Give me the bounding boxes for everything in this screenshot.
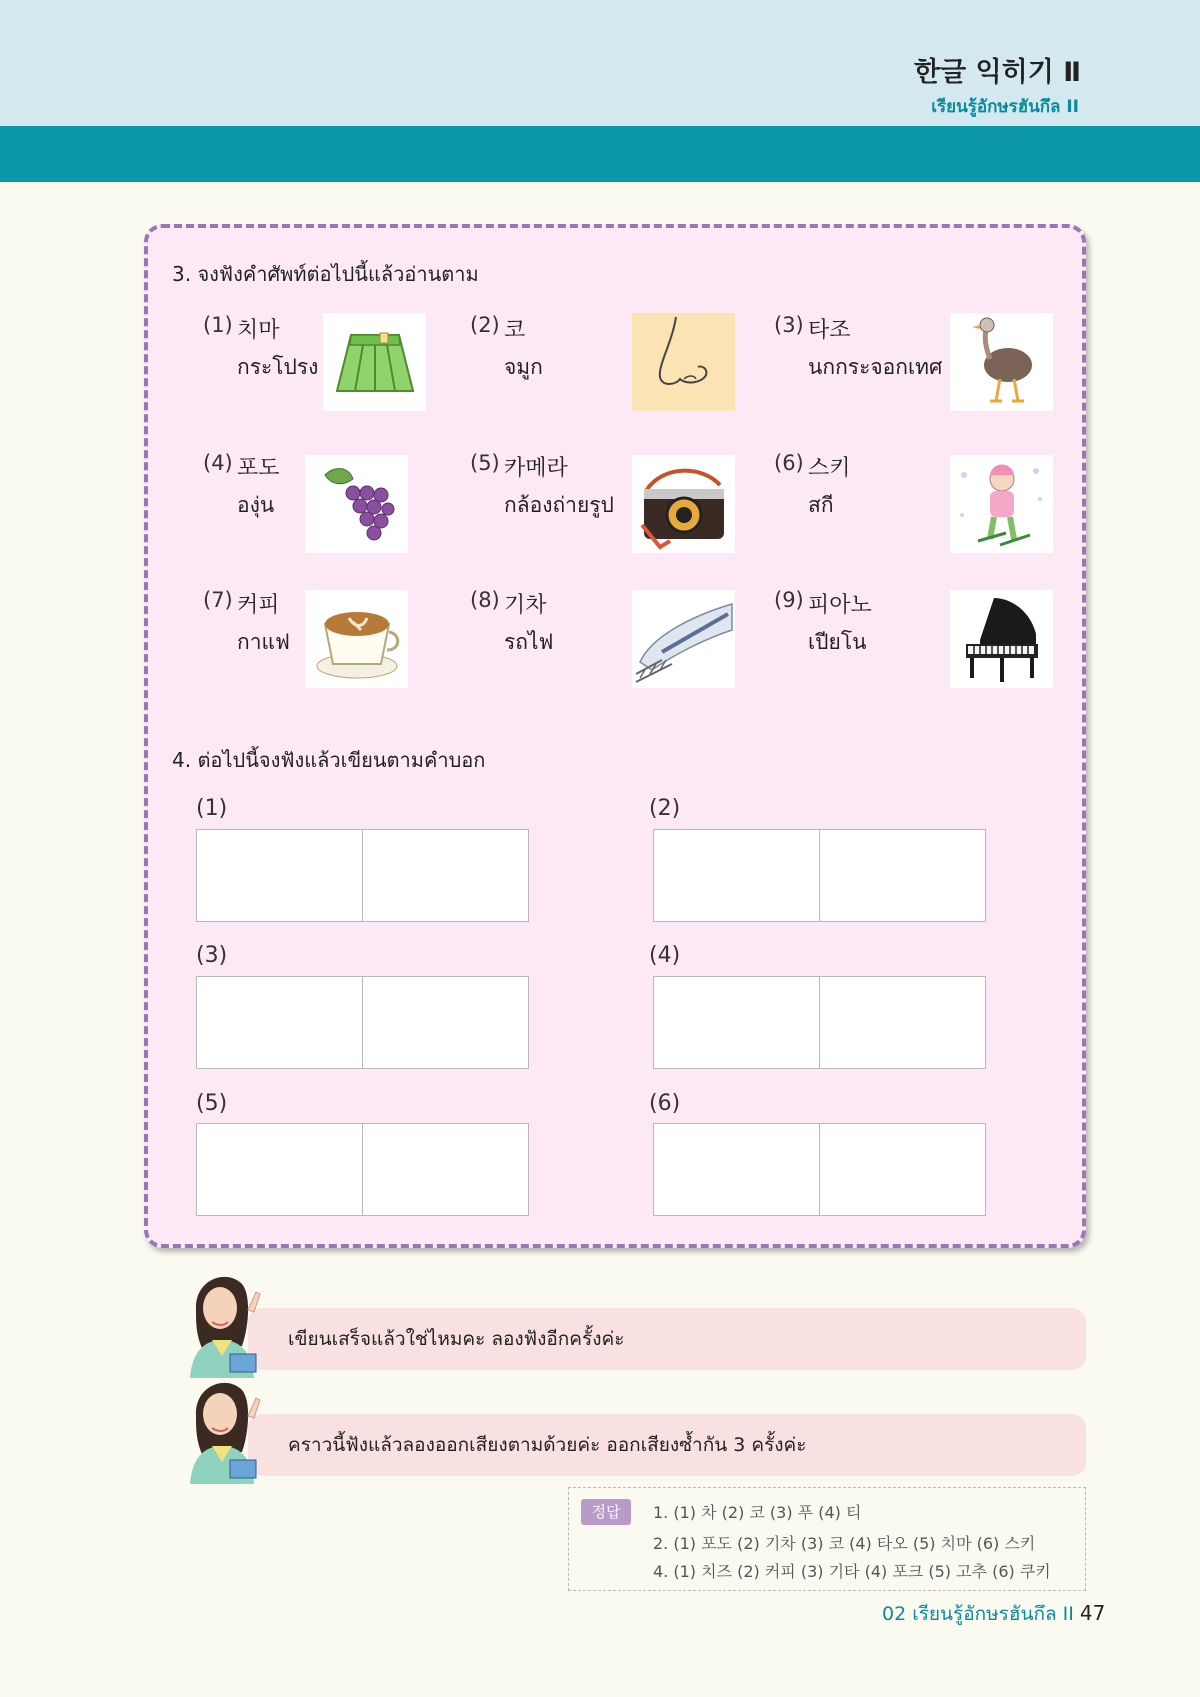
answer-line: 1. (1) 차 (2) 코 (3) 푸 (4) 티: [653, 1503, 862, 1522]
tip-bubble-2: [248, 1414, 1086, 1476]
syllable-cell[interactable]: [819, 830, 985, 921]
dictation-box-4[interactable]: [653, 976, 986, 1069]
tip-bubble-1: [248, 1308, 1086, 1370]
answer-key: [568, 1487, 1086, 1591]
vocab-korean: 카메라: [504, 456, 568, 481]
ostrich-icon: [950, 313, 1053, 411]
vocab-number: (9): [774, 588, 804, 612]
nose-icon: [632, 313, 735, 411]
vocab-number: (1): [203, 313, 233, 337]
dictation-box-1[interactable]: [196, 829, 529, 922]
vocab-thai: สกี: [808, 493, 834, 517]
dictation-box-6[interactable]: [653, 1123, 986, 1216]
vocab-number: (7): [203, 588, 233, 612]
chapter-label: 02 เรียนรู้อักษรฮันกึล II: [882, 1603, 1074, 1625]
piano-icon: [950, 590, 1053, 688]
vocab-thai: กล้องถ่ายรูป: [504, 493, 614, 517]
vocab-number: (5): [470, 451, 500, 475]
vocab-korean: 포도: [237, 456, 280, 481]
syllable-cell[interactable]: [197, 977, 362, 1068]
syllable-cell[interactable]: [197, 830, 362, 921]
syllable-cell[interactable]: [197, 1124, 362, 1215]
syllable-cell[interactable]: [362, 1124, 528, 1215]
vocab-number: (4): [203, 451, 233, 475]
vocab-thai: นกกระจอกเทศ: [808, 355, 943, 379]
answer-line: 2. (1) 포도 (2) 기차 (3) 코 (4) 타오 (5) 치마 (6) 스키: [653, 1534, 1036, 1553]
vocab-korean: 코: [504, 318, 526, 343]
vocab-thai: องุ่น: [237, 493, 275, 517]
page-header-title: 한글 익히기 Ⅱ: [914, 57, 1081, 88]
vocab-number: (6): [774, 451, 804, 475]
page-number: 47: [1079, 1601, 1106, 1625]
header-stripe: [0, 126, 1200, 182]
teacher-avatar-icon: [186, 1376, 270, 1484]
dictation-box-5[interactable]: [196, 1123, 529, 1216]
page-header-subtitle: เรียนรู้อักษรฮันกึล II: [931, 97, 1079, 117]
grapes-icon: [305, 455, 408, 553]
syllable-cell[interactable]: [654, 977, 819, 1068]
vocab-number: (3): [774, 313, 804, 337]
page-footer: [882, 1599, 1105, 1629]
skier-icon: [950, 455, 1053, 553]
answer-line: 4. (1) 치즈 (2) 커피 (3) 기타 (4) 포크 (5) 고추 (6) 쿠키: [653, 1562, 1051, 1581]
coffee-icon: [305, 590, 408, 688]
vocab-thai: กาแฟ: [237, 630, 290, 654]
vocab-korean: 기차: [504, 593, 547, 618]
dictation-box-2[interactable]: [653, 829, 986, 922]
vocab-thai: กระโปรง: [237, 355, 319, 379]
syllable-cell[interactable]: [819, 1124, 985, 1215]
vocab-number: (2): [470, 313, 500, 337]
vocab-korean: 치마: [237, 318, 280, 343]
vocab-korean: 피아노: [808, 593, 872, 618]
teacher-avatar-icon: [186, 1270, 270, 1378]
vocab-number: (8): [470, 588, 500, 612]
syllable-cell[interactable]: [362, 830, 528, 921]
train-icon: [632, 590, 735, 688]
vocab-korean: 커피: [237, 593, 280, 618]
dictation-label-2: (2): [649, 796, 681, 821]
vocab-thai: รถไฟ: [504, 630, 554, 654]
syllable-cell[interactable]: [654, 830, 819, 921]
exercise-4-title: 4. ต่อไปนี้จงฟังแล้วเขียนตามคำบอก: [172, 748, 486, 772]
tip-text: คราวนี้ฟังแล้วลองออกเสียงตามด้วยค่ะ ออกเสียงซ้ำกัน 3 ครั้งค่ะ: [288, 1434, 807, 1456]
dictation-label-4: (4): [649, 943, 681, 968]
camera-icon: [632, 455, 735, 553]
syllable-cell[interactable]: [362, 977, 528, 1068]
dictation-label-6: (6): [649, 1091, 681, 1116]
dictation-label-3: (3): [196, 943, 228, 968]
vocab-korean: 타조: [808, 318, 851, 343]
vocab-thai: เปียโน: [808, 630, 867, 654]
dictation-label-1: (1): [196, 796, 228, 821]
skirt-icon: [323, 313, 426, 411]
vocab-korean: 스키: [808, 456, 851, 481]
tip-text: เขียนเสร็จแล้วใช่ไหมคะ ลองฟังอีกครั้งค่ะ: [288, 1328, 625, 1350]
exercise-3-title: 3. จงฟังคำศัพท์ต่อไปนี้แล้วอ่านตาม: [172, 262, 479, 286]
syllable-cell[interactable]: [654, 1124, 819, 1215]
dictation-box-3[interactable]: [196, 976, 529, 1069]
dictation-label-5: (5): [196, 1091, 228, 1116]
syllable-cell[interactable]: [819, 977, 985, 1068]
vocab-thai: จมูก: [504, 355, 543, 379]
answer-badge: 정답: [581, 1499, 631, 1525]
